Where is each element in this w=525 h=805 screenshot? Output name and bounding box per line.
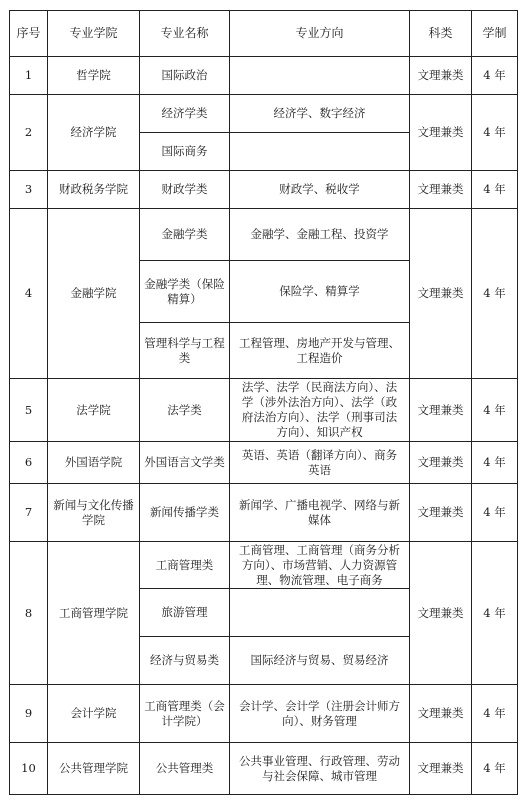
category-cell: 文理兼类 — [410, 743, 472, 795]
duration-cell: 4 年 — [472, 542, 518, 685]
college-cell: 经济学院 — [48, 95, 140, 171]
college-cell: 会计学院 — [48, 685, 140, 743]
category-cell: 文理兼类 — [410, 442, 472, 484]
duration-cell: 4 年 — [472, 685, 518, 743]
row-number: 6 — [10, 442, 48, 484]
row-number: 10 — [10, 743, 48, 795]
category-cell: 文理兼类 — [410, 379, 472, 442]
duration-cell: 4 年 — [472, 95, 518, 171]
major-name-cell: 新闻传播学类 — [140, 484, 230, 542]
major-direction-cell: 经济学、数字经济 — [230, 95, 410, 133]
duration-cell: 4 年 — [472, 442, 518, 484]
table-row — [10, 209, 518, 261]
major-direction-cell — [230, 133, 410, 171]
college-cell: 哲学院 — [48, 57, 140, 95]
duration-cell: 4 年 — [472, 743, 518, 795]
row-number: 9 — [10, 685, 48, 743]
major-direction-cell: 金融学、金融工程、投资学 — [230, 209, 410, 261]
major-name-cell: 经济学类 — [140, 95, 230, 133]
college-cell: 金融学院 — [48, 209, 140, 379]
row-number: 4 — [10, 209, 48, 379]
major-direction-cell: 工程管理、房地产开发与管理、工程造价 — [230, 323, 410, 379]
major-direction-cell: 国际经济与贸易、贸易经济 — [230, 637, 410, 685]
category-cell: 文理兼类 — [410, 484, 472, 542]
major-direction-cell: 工商管理、工商管理（商务分析方向）、市场营销、人力资源管理、物流管理、电子商务 — [230, 542, 410, 589]
row-number: 8 — [10, 542, 48, 685]
majors-table — [9, 10, 518, 795]
major-direction-cell: 英语、英语（翻译方向）、商务英语 — [230, 442, 410, 484]
table-row — [10, 442, 518, 484]
table-row — [10, 171, 518, 209]
table-row — [10, 542, 518, 589]
category-cell: 文理兼类 — [410, 57, 472, 95]
major-name-cell: 财政学类 — [140, 171, 230, 209]
college-cell: 新闻与文化传播学院 — [48, 484, 140, 542]
category-cell: 文理兼类 — [410, 685, 472, 743]
major-direction-cell: 法学、法学（民商法方向）、法学（涉外法治方向）、法学（政府法治方向）、法学（刑事司法方向）、知识产权 — [230, 379, 410, 442]
header-cell: 学制 — [472, 11, 518, 57]
row-number: 1 — [10, 57, 48, 95]
major-direction-cell — [230, 57, 410, 95]
major-direction-cell: 财政学、税收学 — [230, 171, 410, 209]
major-name-cell: 法学类 — [140, 379, 230, 442]
college-cell: 公共管理学院 — [48, 743, 140, 795]
duration-cell: 4 年 — [472, 171, 518, 209]
row-number: 2 — [10, 95, 48, 171]
college-cell: 外国语学院 — [48, 442, 140, 484]
major-name-cell: 外国语言文学类 — [140, 442, 230, 484]
major-name-cell: 旅游管理 — [140, 589, 230, 637]
major-name-cell: 管理科学与工程类 — [140, 323, 230, 379]
table-row — [10, 95, 518, 133]
table-row — [10, 743, 518, 795]
major-name-cell: 公共管理类 — [140, 743, 230, 795]
college-cell: 法学院 — [48, 379, 140, 442]
table-row — [10, 685, 518, 743]
college-cell: 工商管理学院 — [48, 542, 140, 685]
major-direction-cell: 新闻学、广播电视学、网络与新媒体 — [230, 484, 410, 542]
major-name-cell: 经济与贸易类 — [140, 637, 230, 685]
major-name-cell: 金融学类（保险精算） — [140, 261, 230, 323]
duration-cell: 4 年 — [472, 484, 518, 542]
major-direction-cell: 会计学、会计学（注册会计师方向）、财务管理 — [230, 685, 410, 743]
college-cell: 财政税务学院 — [48, 171, 140, 209]
duration-cell: 4 年 — [472, 379, 518, 442]
header-cell: 科类 — [410, 11, 472, 57]
major-name-cell: 国际商务 — [140, 133, 230, 171]
table-row — [10, 379, 518, 442]
header-cell: 专业名称 — [140, 11, 230, 57]
header-cell: 序号 — [10, 11, 48, 57]
header-cell: 专业方向 — [230, 11, 410, 57]
category-cell: 文理兼类 — [410, 95, 472, 171]
row-number: 3 — [10, 171, 48, 209]
table-row — [10, 57, 518, 95]
header-row — [10, 11, 518, 57]
category-cell: 文理兼类 — [410, 209, 472, 379]
major-name-cell: 国际政治 — [140, 57, 230, 95]
category-cell: 文理兼类 — [410, 171, 472, 209]
major-direction-cell — [230, 589, 410, 637]
major-direction-cell: 保险学、精算学 — [230, 261, 410, 323]
category-cell: 文理兼类 — [410, 542, 472, 685]
duration-cell: 4 年 — [472, 57, 518, 95]
major-name-cell: 工商管理类（会计学院） — [140, 685, 230, 743]
row-number: 5 — [10, 379, 48, 442]
major-name-cell: 金融学类 — [140, 209, 230, 261]
major-direction-cell: 公共事业管理、行政管理、劳动与社会保障、城市管理 — [230, 743, 410, 795]
header-cell: 专业学院 — [48, 11, 140, 57]
row-number: 7 — [10, 484, 48, 542]
table-row — [10, 484, 518, 542]
duration-cell: 4 年 — [472, 209, 518, 379]
major-name-cell: 工商管理类 — [140, 542, 230, 589]
